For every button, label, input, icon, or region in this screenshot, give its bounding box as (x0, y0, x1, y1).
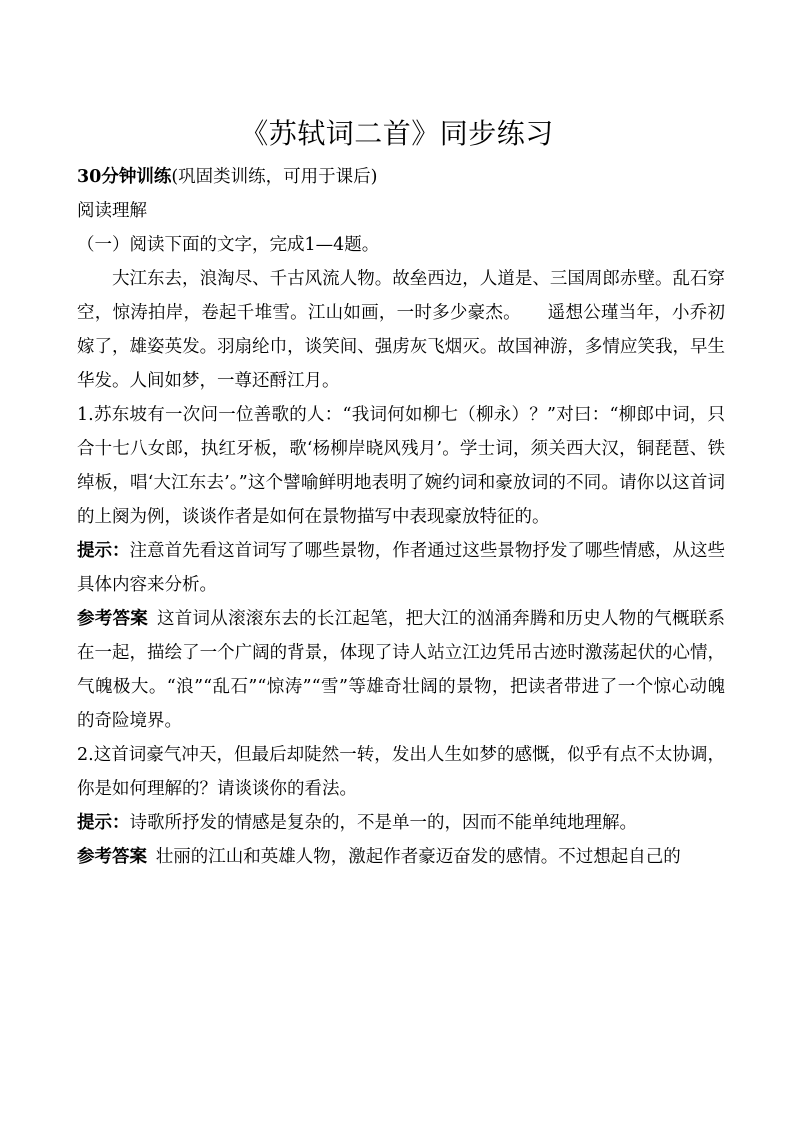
hint-label: 提示： (77, 813, 130, 833)
answer-text: 这首词从滚滚东去的长江起笔，把大江的汹涌奔腾和历史人物的气概联系在一起，描绘了一个广阔的背景，体现了诗人站立江边凭吊古迹时激荡起伏的心情，气魄极大。“浪”“乱石”“惊涛”“雪”等雄奇壮阔的景物，把读者带进了一个惊心动魄的奇险境界。 (77, 609, 726, 731)
poem-text: 大江东去，浪淘尽、千古风流人物。故垒西边，人道是、三国周郎赤壁。乱石穿空，惊涛拍岸，卷起千堆雪。江山如画，一时多少豪杰。 遥想公瑾当年，小乔初嫁了，雄姿英发。羽扇纶巾，谈笑间、强虏灰飞烟灭。故国神游，多情应笑我，早生华发。人间如梦，一尊还酹江月。 (77, 269, 725, 391)
training-label: 30分钟训练 (77, 167, 172, 187)
hint-2 (77, 806, 725, 840)
answer-1 (77, 602, 725, 738)
document-title: 《苏轼词二首》同步练习 (240, 117, 554, 150)
question-2: 2.这首词豪气冲天，但最后却陡然一转，发出人生如梦的感慨，似乎有点不太协调，你是如何理解的？请谈谈你的看法。 (77, 745, 725, 799)
question-1: 1.苏东坡有一次问一位善歌的人：“我词何如柳七（柳永）？”对曰：“柳郎中词，只合十七八女郎，执红牙板，歌‘杨柳岸晓风残月’。学士词，须关西大汉，铜琵琶、铁绰板，唱‘大江东去’。”这个譬喻鲜明地表明了婉约词和豪放词的不同。请你以这首词的上阕为例，谈谈作者是如何在景物描写中表现豪放特征的。 (77, 405, 725, 527)
part-heading: （一）阅读下面的文字，完成1—4题。 (77, 235, 380, 255)
answer-text: 壮丽的江山和英雄人物，激起作者豪迈奋发的感情。不过想起自己的 (155, 847, 681, 867)
training-line (77, 160, 725, 194)
section-heading: 阅读理解 (77, 201, 147, 221)
hint-text: 诗歌所抒发的情感是复杂的，不是单一的，因而不能单纯地理解。 (129, 813, 637, 833)
answer-label: 参考答案 (77, 609, 149, 629)
training-note: (巩固类训练，可用于课后) (171, 167, 378, 187)
hint-1 (77, 534, 725, 602)
answer-2 (77, 840, 725, 874)
document-body (77, 160, 725, 874)
answer-label: 参考答案 (77, 847, 147, 867)
hint-text: 注意首先看这首词写了哪些景物，作者通过这些景物抒发了哪些情感，从这些具体内容来分析。 (77, 541, 726, 595)
hint-label: 提示： (77, 541, 130, 561)
